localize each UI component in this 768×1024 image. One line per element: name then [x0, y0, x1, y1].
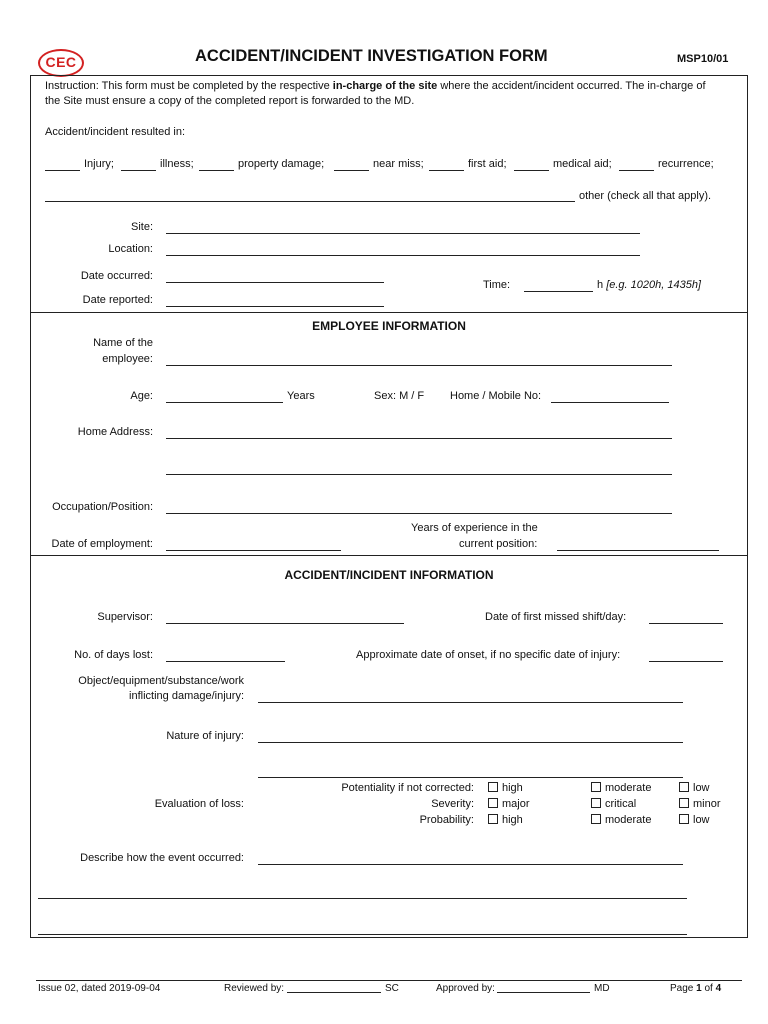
doc-number: MSP10/01	[677, 53, 729, 65]
site-field[interactable]	[166, 233, 640, 234]
footer-divider	[36, 980, 742, 981]
probability-high-label: high	[502, 814, 523, 826]
age-field[interactable]	[166, 402, 283, 403]
checkbox-icon[interactable]	[679, 798, 689, 808]
option-injury: Injury;	[84, 158, 114, 170]
nature-field-2[interactable]	[258, 777, 683, 778]
occupation-field[interactable]	[166, 513, 672, 514]
describe-field-2[interactable]	[38, 898, 687, 899]
date-reported-label: Date reported:	[82, 294, 153, 306]
other-blank[interactable]	[45, 201, 575, 202]
page-current: 1	[696, 983, 702, 994]
instruction-line-1	[45, 80, 706, 92]
time-field[interactable]	[524, 291, 593, 292]
potentiality-moderate[interactable]	[591, 782, 651, 794]
severity-major-label: major	[502, 798, 530, 810]
age-label: Age:	[130, 390, 153, 402]
option-near-miss: near miss;	[373, 158, 424, 170]
option-other: other (check all that apply).	[579, 190, 712, 202]
onset-label: Approximate date of onset, if no specific date of injury:	[356, 649, 621, 661]
object-label-1: Object/equipment/substance/work	[78, 675, 244, 687]
resulted-in-label: Accident/incident resulted in:	[45, 126, 186, 138]
time-hint	[597, 279, 701, 291]
probability-moderate-label: moderate	[605, 814, 652, 826]
experience-label-2: current position:	[459, 538, 538, 550]
page-total: 4	[715, 983, 722, 994]
checkbox-icon[interactable]	[591, 782, 601, 792]
sex-label: Sex: M / F	[374, 390, 425, 402]
instruction-line-2: the Site must ensure a copy of the completed report is forwarded to the MD.	[45, 95, 415, 107]
time-suffix: h	[597, 279, 604, 291]
time-label: Time:	[483, 279, 511, 291]
logo-text: CEC	[45, 54, 77, 70]
instruction-suffix: where the accident/incident occurred. The in-charge of	[437, 80, 706, 92]
form-title: ACCIDENT/INCIDENT INVESTIGATION FORM	[195, 47, 548, 65]
severity-major[interactable]	[488, 798, 530, 810]
date-reported-field[interactable]	[166, 306, 384, 307]
first-missed-field[interactable]	[649, 623, 723, 624]
probability-low[interactable]	[679, 814, 710, 826]
nature-label: Nature of injury:	[166, 730, 244, 742]
severity-minor[interactable]	[679, 798, 721, 810]
employee-name-label-1: Name of the	[93, 337, 153, 349]
object-field[interactable]	[258, 702, 683, 703]
severity-critical[interactable]	[591, 798, 636, 810]
address-label: Home Address:	[77, 426, 153, 438]
cec-logo	[38, 49, 84, 77]
issue-text: Issue 02, dated 2019-09-04	[38, 983, 161, 994]
experience-field[interactable]	[557, 550, 719, 551]
option-medical-aid: medical aid;	[553, 158, 612, 170]
evaluation-label: Evaluation of loss:	[154, 798, 244, 810]
potentiality-label: Potentiality if not corrected:	[341, 782, 474, 794]
address-field-1[interactable]	[166, 438, 672, 439]
reviewed-field[interactable]	[287, 992, 381, 993]
supervisor-label: Supervisor:	[97, 611, 153, 623]
checkbox-icon[interactable]	[679, 814, 689, 824]
page-prefix: Page	[670, 983, 697, 994]
first-missed-label: Date of first missed shift/day:	[485, 611, 627, 623]
days-lost-label: No. of days lost:	[74, 649, 153, 661]
illness-blank[interactable]	[121, 170, 156, 171]
accident-section-title: ACCIDENT/INCIDENT INFORMATION	[284, 568, 494, 582]
days-lost-field[interactable]	[166, 661, 285, 662]
page-indicator	[670, 983, 721, 994]
describe-field-1[interactable]	[258, 864, 683, 865]
option-illness: illness;	[160, 158, 194, 170]
medical-aid-blank[interactable]	[514, 170, 549, 171]
checkbox-icon[interactable]	[591, 814, 601, 824]
employee-section-title: EMPLOYEE INFORMATION	[312, 319, 466, 333]
option-first-aid: first aid;	[468, 158, 507, 170]
occupation-label: Occupation/Position:	[52, 501, 153, 513]
approved-field[interactable]	[497, 992, 590, 993]
object-label-2: inflicting damage/injury:	[129, 690, 244, 702]
time-example: [e.g. 1020h, 1435h]	[606, 279, 701, 291]
location-label: Location:	[108, 243, 153, 255]
years-label: Years	[287, 390, 315, 402]
page-of: of	[701, 983, 716, 994]
date-employment-label: Date of employment:	[51, 538, 153, 550]
date-occurred-field[interactable]	[166, 282, 384, 283]
severity-critical-label: critical	[605, 798, 637, 810]
approved-label: Approved by:	[436, 983, 495, 994]
option-recurrence: recurrence;	[658, 158, 714, 170]
checkbox-icon[interactable]	[488, 798, 498, 808]
phone-field[interactable]	[551, 402, 669, 403]
nature-field-1[interactable]	[258, 742, 683, 743]
date-occurred-label: Date occurred:	[80, 270, 153, 282]
describe-field-3[interactable]	[38, 934, 687, 935]
supervisor-field[interactable]	[166, 623, 404, 624]
option-property-damage: property damage;	[238, 158, 325, 170]
checkbox-icon[interactable]	[679, 782, 689, 792]
employee-name-label-2: employee:	[102, 353, 153, 365]
instruction-prefix: Instruction: This form must be completed by the respective	[45, 80, 333, 92]
potentiality-high[interactable]	[488, 782, 523, 794]
first-aid-blank[interactable]	[429, 170, 464, 171]
probability-low-label: low	[693, 814, 710, 826]
approved-by: MD	[594, 983, 610, 994]
employee-name-field[interactable]	[166, 365, 672, 366]
probability-moderate[interactable]	[591, 814, 651, 826]
checkbox-icon[interactable]	[488, 814, 498, 824]
severity-minor-label: minor	[693, 798, 721, 810]
reviewed-by: SC	[385, 983, 399, 994]
injury-blank[interactable]	[45, 170, 80, 171]
reviewed-label: Reviewed by:	[224, 983, 285, 994]
checkbox-icon[interactable]	[591, 798, 601, 808]
phone-label: Home / Mobile No:	[450, 390, 542, 402]
site-label: Site:	[130, 221, 153, 233]
potentiality-low[interactable]	[679, 782, 710, 794]
recurrence-blank[interactable]	[619, 170, 654, 171]
date-employment-field[interactable]	[166, 550, 341, 551]
onset-field[interactable]	[649, 661, 723, 662]
property-damage-blank[interactable]	[199, 170, 234, 171]
experience-label-1: Years of experience in the	[411, 522, 538, 534]
checkbox-icon[interactable]	[488, 782, 498, 792]
potentiality-low-label: low	[693, 782, 710, 794]
potentiality-high-label: high	[502, 782, 523, 794]
describe-label: Describe how the event occurred:	[80, 852, 244, 864]
instruction-bold: in-charge of the site	[332, 80, 438, 92]
near-miss-blank[interactable]	[334, 170, 369, 171]
probability-label: Probability:	[419, 814, 474, 826]
location-field[interactable]	[166, 255, 640, 256]
potentiality-moderate-label: moderate	[605, 782, 652, 794]
address-field-2[interactable]	[166, 474, 672, 475]
probability-high[interactable]	[488, 814, 523, 826]
severity-label: Severity:	[431, 798, 474, 810]
